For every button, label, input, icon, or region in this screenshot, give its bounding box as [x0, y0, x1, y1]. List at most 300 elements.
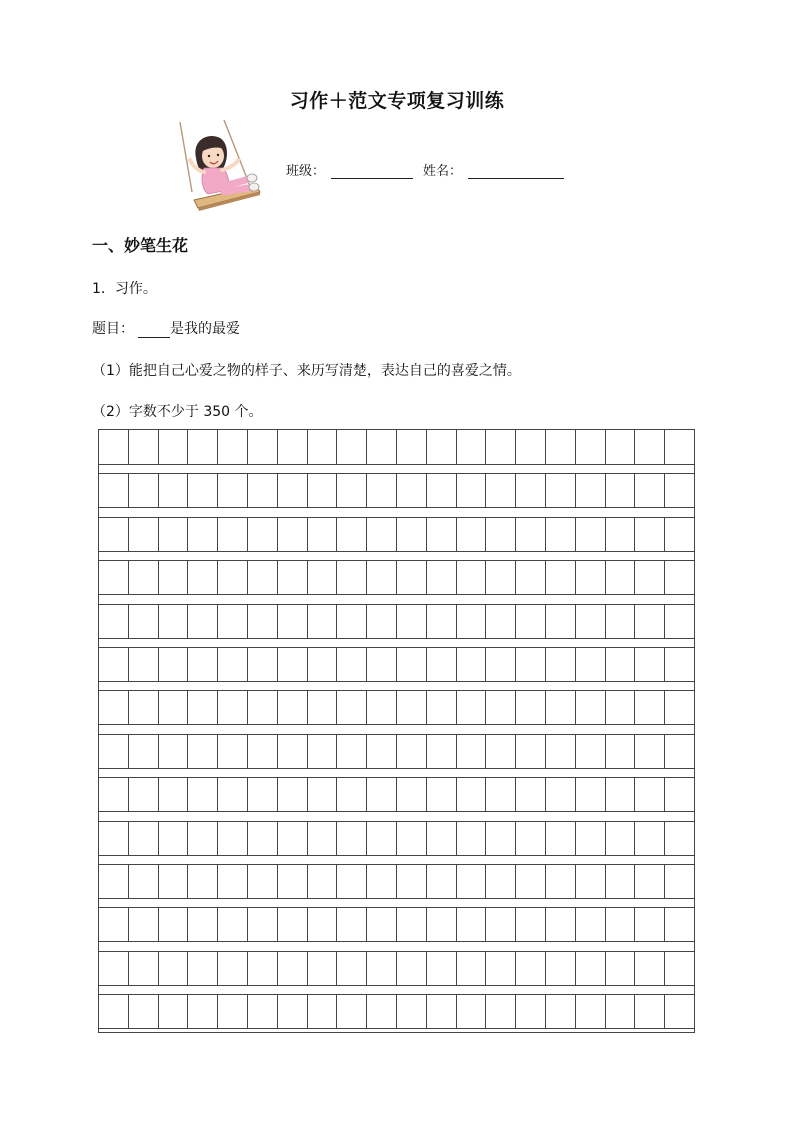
- grid-cell[interactable]: [515, 691, 545, 724]
- grid-cell[interactable]: [277, 735, 307, 768]
- grid-cell[interactable]: [456, 735, 486, 768]
- grid-cell[interactable]: [485, 822, 515, 855]
- grid-cell[interactable]: [187, 865, 217, 898]
- grid-cell[interactable]: [575, 908, 605, 941]
- grid-cell[interactable]: [456, 605, 486, 638]
- grid-cell[interactable]: [485, 474, 515, 507]
- grid-cell[interactable]: [456, 822, 486, 855]
- grid-cell[interactable]: [128, 995, 158, 1028]
- grid-cell[interactable]: [396, 908, 426, 941]
- grid-row: [99, 821, 694, 856]
- grid-cell[interactable]: [336, 691, 366, 724]
- grid-cell[interactable]: [187, 561, 217, 594]
- grid-cell[interactable]: [605, 605, 635, 638]
- grid-cell[interactable]: [634, 518, 664, 551]
- grid-cell[interactable]: [664, 735, 694, 768]
- grid-cell[interactable]: [575, 648, 605, 681]
- grid-cell[interactable]: [575, 735, 605, 768]
- grid-cell[interactable]: [634, 995, 664, 1028]
- grid-cell[interactable]: [99, 518, 128, 551]
- grid-cell[interactable]: [187, 995, 217, 1028]
- requirement-1: （1）能把自己心爱之物的样子、来历写清楚，表达自己的喜爱之情。: [92, 363, 521, 379]
- grid-cell[interactable]: [277, 865, 307, 898]
- grid-cell[interactable]: [158, 518, 188, 551]
- grid-cell[interactable]: [515, 648, 545, 681]
- grid-cell[interactable]: [158, 430, 188, 464]
- grid-cell[interactable]: [664, 474, 694, 507]
- grid-cell[interactable]: [634, 605, 664, 638]
- grid-cell[interactable]: [664, 605, 694, 638]
- grid-cell[interactable]: [664, 518, 694, 551]
- grid-cell[interactable]: [247, 995, 277, 1028]
- grid-cell[interactable]: [485, 518, 515, 551]
- grid-row: [99, 560, 694, 595]
- grid-cell[interactable]: [515, 474, 545, 507]
- grid-cell[interactable]: [485, 605, 515, 638]
- grid-cell[interactable]: [456, 561, 486, 594]
- grid-cell[interactable]: [99, 648, 128, 681]
- grid-cell[interactable]: [217, 691, 247, 724]
- grid-cell[interactable]: [426, 605, 456, 638]
- grid-cell[interactable]: [158, 822, 188, 855]
- grid-cell[interactable]: [605, 518, 635, 551]
- grid-cell[interactable]: [99, 995, 128, 1028]
- grid-cell[interactable]: [456, 648, 486, 681]
- grid-cell[interactable]: [187, 474, 217, 507]
- grid-cell[interactable]: [99, 778, 128, 811]
- grid-cell[interactable]: [664, 952, 694, 985]
- student-info: [286, 160, 564, 179]
- writing-grid[interactable]: [98, 429, 695, 1033]
- grid-cell[interactable]: [247, 430, 277, 464]
- grid-cell[interactable]: [336, 865, 366, 898]
- grid-cell[interactable]: [247, 908, 277, 941]
- grid-cell[interactable]: [456, 865, 486, 898]
- grid-cell[interactable]: [456, 691, 486, 724]
- grid-cell[interactable]: [247, 605, 277, 638]
- grid-cell[interactable]: [99, 865, 128, 898]
- grid-cell[interactable]: [545, 561, 575, 594]
- grid-cell[interactable]: [575, 605, 605, 638]
- grid-cell[interactable]: [664, 995, 694, 1028]
- grid-cell[interactable]: [515, 430, 545, 464]
- grid-cell[interactable]: [605, 908, 635, 941]
- grid-cell[interactable]: [336, 561, 366, 594]
- grid-cell[interactable]: [217, 822, 247, 855]
- grid-cell[interactable]: [396, 605, 426, 638]
- grid-cell[interactable]: [217, 518, 247, 551]
- grid-cell[interactable]: [485, 778, 515, 811]
- grid-cell[interactable]: [575, 822, 605, 855]
- grid-cell[interactable]: [366, 430, 396, 464]
- grid-cell[interactable]: [99, 561, 128, 594]
- girl-on-swing-icon: [168, 120, 268, 216]
- grid-cell[interactable]: [336, 735, 366, 768]
- grid-cell[interactable]: [396, 430, 426, 464]
- grid-cell[interactable]: [217, 430, 247, 464]
- grid-cell[interactable]: [336, 995, 366, 1028]
- grid-cell[interactable]: [366, 648, 396, 681]
- grid-cell[interactable]: [277, 952, 307, 985]
- name-label: 姓名：: [423, 164, 463, 179]
- grid-cell[interactable]: [426, 474, 456, 507]
- grid-cell[interactable]: [456, 995, 486, 1028]
- grid-cell[interactable]: [366, 518, 396, 551]
- grid-cell[interactable]: [128, 952, 158, 985]
- grid-cell[interactable]: [99, 430, 128, 464]
- grid-cell[interactable]: [605, 995, 635, 1028]
- grid-cell[interactable]: [277, 430, 307, 464]
- grid-cell[interactable]: [664, 778, 694, 811]
- grid-cell[interactable]: [128, 430, 158, 464]
- grid-cell[interactable]: [158, 605, 188, 638]
- grid-cell[interactable]: [158, 778, 188, 811]
- grid-cell[interactable]: [456, 474, 486, 507]
- grid-cell[interactable]: [277, 778, 307, 811]
- grid-cell[interactable]: [336, 474, 366, 507]
- grid-cell[interactable]: [336, 822, 366, 855]
- grid-cell[interactable]: [99, 822, 128, 855]
- grid-cell[interactable]: [277, 995, 307, 1028]
- grid-cell[interactable]: [366, 995, 396, 1028]
- grid-cell[interactable]: [545, 691, 575, 724]
- grid-cell[interactable]: [217, 952, 247, 985]
- grid-cell[interactable]: [545, 735, 575, 768]
- grid-cell[interactable]: [456, 430, 486, 464]
- grid-cell[interactable]: [605, 778, 635, 811]
- grid-cell[interactable]: [485, 691, 515, 724]
- grid-cell[interactable]: [664, 691, 694, 724]
- grid-cell[interactable]: [575, 561, 605, 594]
- grid-cell[interactable]: [366, 822, 396, 855]
- grid-cell[interactable]: [545, 778, 575, 811]
- grid-cell[interactable]: [605, 822, 635, 855]
- grid-cell[interactable]: [515, 952, 545, 985]
- grid-cell[interactable]: [396, 822, 426, 855]
- grid-cell[interactable]: [307, 605, 337, 638]
- grid-cell[interactable]: [545, 952, 575, 985]
- grid-cell[interactable]: [187, 778, 217, 811]
- grid-cell[interactable]: [247, 518, 277, 551]
- grid-cell[interactable]: [187, 952, 217, 985]
- grid-cell[interactable]: [366, 778, 396, 811]
- grid-row: [99, 517, 694, 552]
- grid-cell[interactable]: [128, 908, 158, 941]
- grid-cell[interactable]: [426, 648, 456, 681]
- grid-cell[interactable]: [575, 518, 605, 551]
- grid-cell[interactable]: [277, 561, 307, 594]
- grid-cell[interactable]: [158, 648, 188, 681]
- grid-cell[interactable]: [247, 648, 277, 681]
- name-field[interactable]: [468, 164, 564, 179]
- grid-row: [99, 951, 694, 986]
- grid-cell[interactable]: [634, 474, 664, 507]
- grid-cell[interactable]: [217, 648, 247, 681]
- grid-cell[interactable]: [128, 605, 158, 638]
- grid-cell[interactable]: [99, 735, 128, 768]
- grid-cell[interactable]: [515, 865, 545, 898]
- grid-cell[interactable]: [485, 561, 515, 594]
- grid-cell[interactable]: [426, 778, 456, 811]
- grid-cell[interactable]: [426, 735, 456, 768]
- grid-cell[interactable]: [426, 908, 456, 941]
- grid-cell[interactable]: [485, 735, 515, 768]
- grid-cell[interactable]: [396, 474, 426, 507]
- grid-cell[interactable]: [366, 865, 396, 898]
- grid-cell[interactable]: [605, 430, 635, 464]
- grid-cell[interactable]: [307, 952, 337, 985]
- grid-cell[interactable]: [277, 518, 307, 551]
- grid-cell[interactable]: [515, 778, 545, 811]
- grid-cell[interactable]: [336, 518, 366, 551]
- grid-cell[interactable]: [515, 735, 545, 768]
- grid-cell[interactable]: [217, 474, 247, 507]
- grid-cell[interactable]: [426, 430, 456, 464]
- class-label: 班级：: [286, 164, 326, 179]
- grid-cell[interactable]: [247, 865, 277, 898]
- grid-cell[interactable]: [158, 735, 188, 768]
- grid-cell[interactable]: [247, 952, 277, 985]
- grid-cell[interactable]: [277, 822, 307, 855]
- grid-cell[interactable]: [99, 474, 128, 507]
- grid-cell[interactable]: [247, 822, 277, 855]
- grid-cell[interactable]: [217, 865, 247, 898]
- grid-cell[interactable]: [545, 605, 575, 638]
- grid-cell[interactable]: [485, 430, 515, 464]
- grid-cell[interactable]: [396, 952, 426, 985]
- grid-cell[interactable]: [187, 648, 217, 681]
- grid-cell[interactable]: [634, 908, 664, 941]
- grid-cell[interactable]: [336, 778, 366, 811]
- grid-cell[interactable]: [99, 605, 128, 638]
- grid-cell[interactable]: [307, 691, 337, 724]
- grid-cell[interactable]: [634, 865, 664, 898]
- grid-cell[interactable]: [634, 735, 664, 768]
- grid-cell[interactable]: [307, 822, 337, 855]
- grid-cell[interactable]: [158, 952, 188, 985]
- grid-cell[interactable]: [545, 648, 575, 681]
- grid-cell[interactable]: [426, 561, 456, 594]
- topic-blank[interactable]: [138, 323, 170, 338]
- grid-cell[interactable]: [515, 561, 545, 594]
- grid-cell[interactable]: [307, 735, 337, 768]
- grid-cell[interactable]: [307, 474, 337, 507]
- grid-cell[interactable]: [187, 735, 217, 768]
- grid-cell[interactable]: [307, 648, 337, 681]
- grid-cell[interactable]: [396, 995, 426, 1028]
- grid-row: [99, 647, 694, 682]
- grid-cell[interactable]: [187, 691, 217, 724]
- grid-cell[interactable]: [128, 778, 158, 811]
- grid-cell[interactable]: [634, 430, 664, 464]
- grid-cell[interactable]: [605, 648, 635, 681]
- grid-cell[interactable]: [307, 518, 337, 551]
- grid-cell[interactable]: [277, 908, 307, 941]
- grid-cell[interactable]: [128, 648, 158, 681]
- grid-cell[interactable]: [664, 822, 694, 855]
- grid-cell[interactable]: [426, 691, 456, 724]
- grid-cell[interactable]: [664, 908, 694, 941]
- grid-cell[interactable]: [336, 952, 366, 985]
- grid-cell[interactable]: [158, 561, 188, 594]
- grid-cell[interactable]: [605, 691, 635, 724]
- grid-cell[interactable]: [217, 735, 247, 768]
- grid-cell[interactable]: [545, 865, 575, 898]
- grid-cell[interactable]: [485, 952, 515, 985]
- grid-cell[interactable]: [128, 691, 158, 724]
- grid-cell[interactable]: [426, 822, 456, 855]
- page-title: 习作＋范文专项复习训练: [289, 90, 505, 112]
- grid-cell[interactable]: [217, 995, 247, 1028]
- grid-cell[interactable]: [217, 778, 247, 811]
- grid-cell[interactable]: [664, 430, 694, 464]
- grid-cell[interactable]: [217, 908, 247, 941]
- grid-cell[interactable]: [366, 735, 396, 768]
- grid-cell[interactable]: [277, 648, 307, 681]
- grid-cell[interactable]: [396, 735, 426, 768]
- grid-cell[interactable]: [99, 691, 128, 724]
- grid-cell[interactable]: [307, 995, 337, 1028]
- grid-cell[interactable]: [575, 952, 605, 985]
- grid-cell[interactable]: [426, 952, 456, 985]
- grid-cell[interactable]: [545, 822, 575, 855]
- grid-cell[interactable]: [396, 778, 426, 811]
- grid-cell[interactable]: [187, 908, 217, 941]
- grid-cell[interactable]: [247, 474, 277, 507]
- grid-cell[interactable]: [634, 648, 664, 681]
- grid-cell[interactable]: [575, 691, 605, 724]
- grid-cell[interactable]: [187, 822, 217, 855]
- grid-cell[interactable]: [515, 822, 545, 855]
- grid-cell[interactable]: [575, 865, 605, 898]
- grid-cell[interactable]: [545, 430, 575, 464]
- grid-cell[interactable]: [336, 908, 366, 941]
- grid-cell[interactable]: [396, 648, 426, 681]
- grid-cell[interactable]: [426, 865, 456, 898]
- grid-cell[interactable]: [307, 778, 337, 811]
- grid-cell[interactable]: [605, 474, 635, 507]
- topic-prefix: 题目：: [92, 321, 134, 337]
- grid-cell[interactable]: [545, 995, 575, 1028]
- grid-cell[interactable]: [277, 691, 307, 724]
- grid-cell[interactable]: [515, 995, 545, 1028]
- grid-cell[interactable]: [664, 648, 694, 681]
- grid-cell[interactable]: [664, 865, 694, 898]
- grid-cell[interactable]: [307, 561, 337, 594]
- grid-cell[interactable]: [247, 691, 277, 724]
- grid-cell[interactable]: [605, 735, 635, 768]
- grid-cell[interactable]: [575, 995, 605, 1028]
- grid-cell[interactable]: [187, 430, 217, 464]
- grid-cell[interactable]: [575, 778, 605, 811]
- grid-cell[interactable]: [247, 561, 277, 594]
- grid-cell[interactable]: [485, 995, 515, 1028]
- grid-cell[interactable]: [366, 561, 396, 594]
- grid-cell[interactable]: [515, 518, 545, 551]
- grid-cell[interactable]: [456, 908, 486, 941]
- grid-cell[interactable]: [187, 605, 217, 638]
- grid-cell[interactable]: [426, 518, 456, 551]
- grid-cell[interactable]: [605, 561, 635, 594]
- grid-cell[interactable]: [545, 474, 575, 507]
- grid-cell[interactable]: [366, 908, 396, 941]
- grid-cell[interactable]: [634, 952, 664, 985]
- grid-cell[interactable]: [366, 474, 396, 507]
- grid-cell[interactable]: [456, 952, 486, 985]
- grid-cell[interactable]: [217, 561, 247, 594]
- class-field[interactable]: [331, 164, 413, 179]
- grid-cell[interactable]: [575, 430, 605, 464]
- grid-cell[interactable]: [515, 908, 545, 941]
- grid-cell[interactable]: [158, 691, 188, 724]
- grid-cell[interactable]: [99, 952, 128, 985]
- grid-cell[interactable]: [485, 908, 515, 941]
- grid-cell[interactable]: [396, 865, 426, 898]
- grid-cell[interactable]: [545, 908, 575, 941]
- grid-cell[interactable]: [575, 474, 605, 507]
- grid-cell[interactable]: [515, 605, 545, 638]
- grid-cell[interactable]: [634, 822, 664, 855]
- grid-cell[interactable]: [336, 648, 366, 681]
- grid-cell[interactable]: [128, 735, 158, 768]
- grid-cell[interactable]: [426, 995, 456, 1028]
- grid-cell[interactable]: [336, 430, 366, 464]
- grid-cell[interactable]: [307, 908, 337, 941]
- grid-cell[interactable]: [456, 518, 486, 551]
- grid-cell[interactable]: [605, 952, 635, 985]
- grid-cell[interactable]: [664, 561, 694, 594]
- grid-cell[interactable]: [366, 691, 396, 724]
- grid-cell[interactable]: [634, 691, 664, 724]
- grid-cell[interactable]: [277, 605, 307, 638]
- grid-cell[interactable]: [158, 474, 188, 507]
- grid-cell[interactable]: [277, 474, 307, 507]
- grid-cell[interactable]: [128, 474, 158, 507]
- grid-cell[interactable]: [187, 518, 217, 551]
- grid-row: [99, 777, 694, 812]
- grid-cell[interactable]: [247, 735, 277, 768]
- grid-cell[interactable]: [336, 605, 366, 638]
- grid-cell[interactable]: [366, 952, 396, 985]
- grid-cell[interactable]: [158, 865, 188, 898]
- grid-cell[interactable]: [307, 430, 337, 464]
- grid-cell[interactable]: [128, 822, 158, 855]
- grid-cell[interactable]: [456, 778, 486, 811]
- grid-cell[interactable]: [158, 995, 188, 1028]
- grid-cell[interactable]: [485, 648, 515, 681]
- grid-cell[interactable]: [128, 865, 158, 898]
- grid-cell[interactable]: [366, 605, 396, 638]
- grid-cell[interactable]: [99, 908, 128, 941]
- grid-cell[interactable]: [307, 865, 337, 898]
- section-heading: 一、妙笔生花: [92, 236, 189, 255]
- grid-cell[interactable]: [485, 865, 515, 898]
- grid-cell[interactable]: [545, 518, 575, 551]
- grid-cell[interactable]: [634, 778, 664, 811]
- grid-cell[interactable]: [128, 518, 158, 551]
- grid-cell[interactable]: [217, 605, 247, 638]
- grid-cell[interactable]: [396, 561, 426, 594]
- grid-row: [99, 907, 694, 942]
- grid-cell[interactable]: [396, 691, 426, 724]
- grid-cell[interactable]: [128, 561, 158, 594]
- grid-cell[interactable]: [158, 908, 188, 941]
- question-number: 1．习作。: [92, 281, 157, 297]
- grid-cell[interactable]: [247, 778, 277, 811]
- grid-cell[interactable]: [634, 561, 664, 594]
- grid-cell[interactable]: [396, 518, 426, 551]
- grid-cell[interactable]: [605, 865, 635, 898]
